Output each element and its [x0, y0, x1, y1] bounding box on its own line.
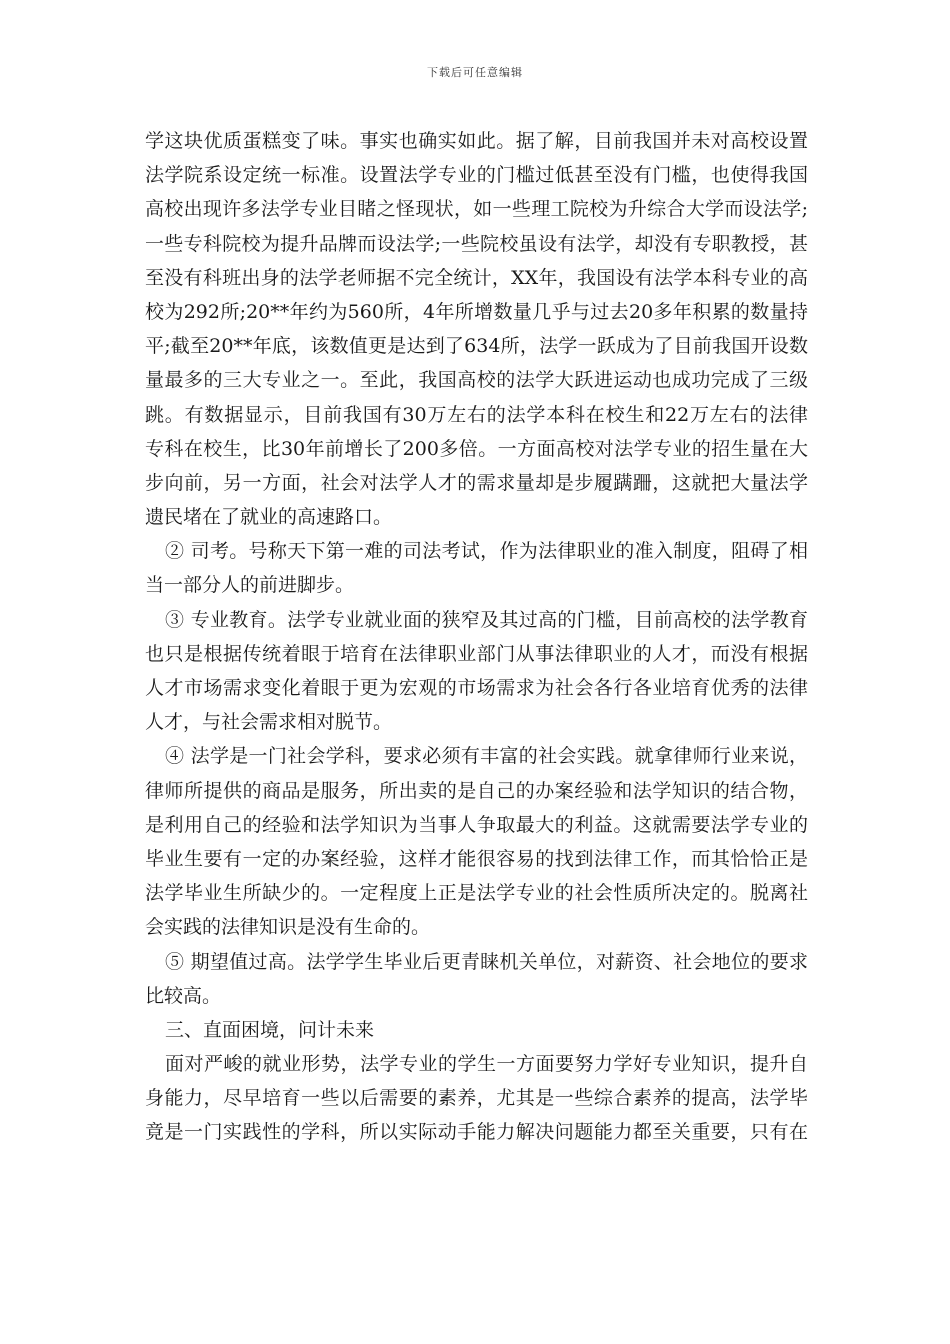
text-line: ⑤ 期望值过高。法学学生毕业后更青睐机关单位，对薪资、社会地位的要求	[165, 950, 808, 973]
text-line: 也只是根据传统着眼于培育在法律职业部门从事法律职业的人才，而没有根据	[145, 642, 808, 665]
text-line: 是利用自己的经验和法学知识为当事人争取最大的利益。这就需要法学专业的	[145, 813, 808, 836]
text-line: 遗民堵在了就业的高速路口。	[145, 506, 393, 529]
text-line: ③ 专业教育。法学专业就业面的狭窄及其过高的门槛，目前高校的法学教育	[165, 608, 808, 631]
text-line: 比较高。	[145, 984, 222, 1007]
text-line: 三、直面困境，问计未来	[165, 1018, 375, 1041]
text-line: 平;截至20**年底，该数值更是达到了634所，法学一跃成为了目前我国开设数	[145, 335, 808, 358]
text-line: 竟是一门实践性的学科，所以实际动手能力解决问题能力都至关重要，只有在	[145, 1121, 808, 1144]
text-line: ② 司考。号称天下第一难的司法考试，作为法律职业的准入制度，阻碍了相	[165, 540, 808, 563]
document-body	[145, 124, 808, 1150]
text-line: 步向前，另一方面，社会对法学人才的需求量却是步履蹒跚，这就把大量法学	[145, 471, 808, 494]
text-line: 会实践的法律知识是没有生命的。	[145, 916, 431, 939]
text-line: 当一部分人的前进脚步。	[145, 574, 355, 597]
text-line: 量最多的三大专业之一。至此，我国高校的法学大跃进运动也成功完成了三级	[145, 369, 808, 392]
text-line: ④ 法学是一门社会学科，要求必须有丰富的社会实践。就拿律师行业来说，	[165, 745, 808, 768]
text-line: 一些专科院校为提升品牌而设法学;一些院校虽设有法学，却没有专职教授，甚	[145, 232, 808, 255]
text-line: 高校出现许多法学专业目睹之怪现状，如一些理工院校为升综合大学而设法学;	[145, 198, 808, 221]
text-line: 至没有科班出身的法学老师据不完全统计，XX年，我国设有法学本科专业的高	[145, 266, 808, 289]
text-line: 人才，与社会需求相对脱节。	[145, 711, 393, 734]
text-line: 身能力，尽早培育一些以后需要的素养，尤其是一些综合素养的提高，法学毕	[145, 1087, 808, 1110]
text-line: 律师所提供的商品是服务，所出卖的是自己的办案经验和法学知识的结合物，	[145, 779, 808, 802]
text-line: 校为292所;20**年约为560所，4年所增数量几乎与过去20多年积累的数量持	[145, 300, 808, 323]
text-line: 专科在校生，比30年前增长了200多倍。一方面高校对法学专业的招生量在大	[145, 437, 808, 460]
text-line: 学这块优质蛋糕变了味。事实也确实如此。据了解，目前我国并未对高校设置	[145, 130, 808, 152]
text-line: 法学院系设定统一标准。设置法学专业的门槛过低甚至没有门槛，也使得我国	[145, 164, 808, 187]
text-line: 毕业生要有一定的办案经验，这样才能很容易的找到法律工作，而其恰恰正是	[145, 847, 808, 870]
page-header: 下载后可任意编辑	[427, 66, 523, 79]
text-line: 跳。有数据显示，目前我国有30万左右的法学本科在校生和22万左右的法律	[145, 403, 808, 426]
text-line: 面对严峻的就业形势，法学专业的学生一方面要努力学好专业知识，提升自	[165, 1053, 808, 1076]
text-line: 法学毕业生所缺少的。一定程度上正是法学专业的社会性质所决定的。脱离社	[145, 882, 808, 905]
text-line: 人才市场需求变化着眼于更为宏观的市场需求为社会各行各业培育优秀的法律	[145, 677, 808, 699]
